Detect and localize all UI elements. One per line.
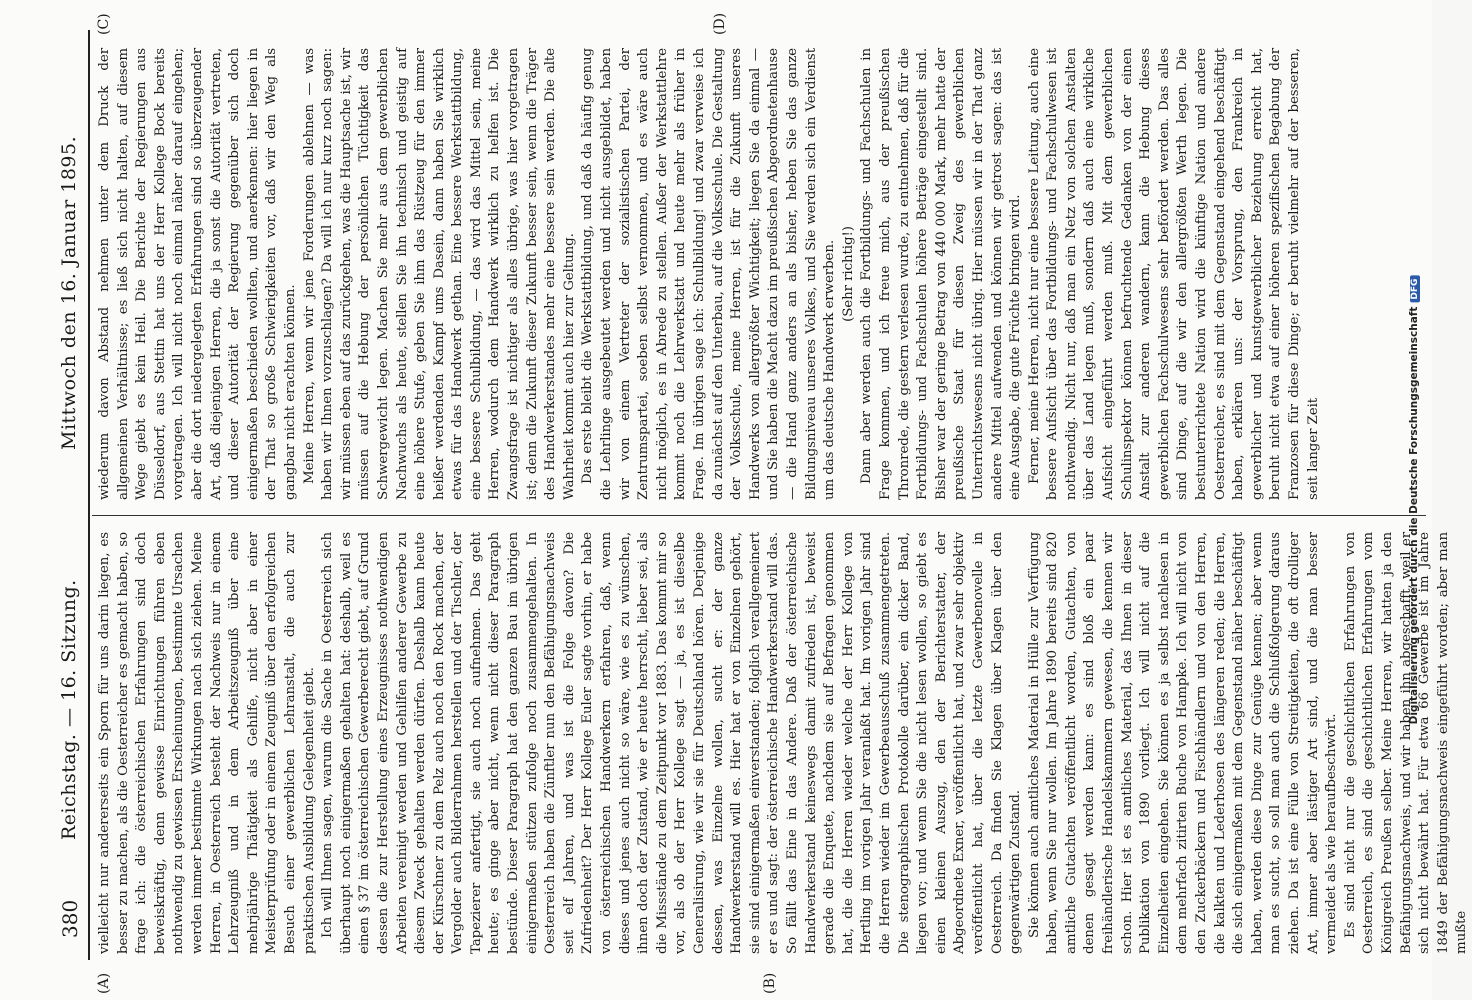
margin-marker-b: (B) [762, 972, 778, 994]
text-column-left [96, 532, 1470, 954]
paragraph: vielleicht nur andererseits ein Sporn für uns darin liegen, es besser zu machen, als die Oesterreicher es gemacht haben, so frage ich: die österreichischen Erfahrungen sind doch beweiskräftig, denn gewisse Einrichtungen führen eben nothwendig zu gewissen Erscheinungen, bestimmte Ursachen werden immer bestimmte Wirkungen nach sich ziehen. Meine Herren, in Oesterreich besteht der Nachweis nur in einem Lehrzeugniß und in dem Arbeitszeugniß über eine mehrjährige Thätigkeit als Gehilfe, nicht aber in einer Meisterprüfung oder in einem Zeugniß über den erfolgreichen Besuch einer gewerblichen Lehranstalt, die auch zur praktischen Ausbildung Gelegenheit giebt. [97, 532, 317, 954]
paragraph: Dann aber werden auch die Fortbildungs- und Fachschulen in Frage kommen, und ich freue mich, aus der preußischen Thronrede, die gestern verlesen wurde, zu entnehmen, daß für die Fortbildungs- und Fachschulen höhere Beträge eingestellt sind. Bisher war der geringe Betrag von 440 000 Mark, mehr hatte der preußische Staat für diesen Zweig des gewerblichen Unterrichtswesens nicht übrig. Hier müssen wir in der That ganz andere Mittel aufwenden und können wir getrost sagen: das ist eine Ausgabe, die gute Früchte bringen wird. [859, 48, 1024, 500]
paragraph: Meine Herren, wenn wir jene Forderungen ablehnen — was haben wir Ihnen vorzuschlagen? Da will ich nur kurz noch sagen: wir müssen eben auf das zurückgehen, was die Hauptsache ist, wir müssen auf die Hebung der persönlichen Tüchtigkeit das Schwergewicht legen. Machen Sie mehr aus dem gewerblichen Nachwuchs als heute, stellen Sie ihn technisch und geistig auf eine höhere Stufe, geben Sie ihm das Rüstzeug für den immer heißer werdenden Kampf ums Dasein, dann haben Sie wirklich etwas für das Handwerk gethan. Eine bessere Werkstattbildung, eine bessere Schulbildung, — das wird das Mittel sein, meine Herren, wodurch dem Handwerk wirklich zu helfen ist. Die Zwangsfrage ist nichtiger als alles übrige, was hier vorgetragen ist; denn die Zukunft dieser Zukunft besser sein, wenn die Träger des Handwerkerstandes mehr eine bessere sein werden. Die alte Wahrheit kommt auch hier zur Geltung. [301, 48, 577, 500]
running-header [58, 60, 88, 960]
paragraph: Ich will Ihnen sagen, warum die Sache in Oesterreich sich überhaupt noch einigermaßen gehalten hat: deshalb, weil es einen § 37 im österreichischen Gewerberecht giebt, auf Grund dessen die zur Herstellung eines Erzeugnisses nothwendigen Arbeiten vereinigt werden und Gehilfen anderer Gewerbe zu diesem Zweck gehalten werden dürfen. Deshalb kann heute der Kürschner zu dem Pelz auch noch den Rock machen, der Vergolder auch Bilderrahmen herstellen und der Tischler, der Tapezierer anfertigt, sie auch noch aufnehmen. Das geht heute; es ginge aber nicht, wenn nicht dieser Paragraph bestünde. Dieser Paragraph hat den ganzen Bau im übrigen einigermaßen stützen zufolge noch zusammengehalten. In Oesterreich haben die Zünftler nun den Befähigungsnachweis seit elf Jahren, und was ist die Folge davon? Die Zufriedenheit? Der Herr Kollege Euler sagte vorhin, er habe von österreichischen Handwerkern erfahren, daß, wenn dieses und jenes auch nicht so wäre, wie es zu wünschen, ihnen doch der Zustand, wie er heute herrscht, lieber sei, als die Missstände zu dem Zeitpunkt vor 1883. Das kommt mir so vor, als ob der Herr Kollege sagt — ja, es ist dieselbe Generalisirung, wie wir sie für Deutschland hören. Derjenige dessen, was Einzelne wollen, sucht er: der ganze Handwerkerstand will es. Hier hat er von Einzelnen gehört, sie sind einigermaßen einverstanden; folglich verallgemeinert er es und sagt: der österreichische Handwerkerstand will das. So fällt das Eine in das Andere. Daß der österreichische Handwerkerstand keineswegs damit zufrieden ist, beweist gerade die Enquete, nachdem sie auf Befragen genommen hat, die die Herren wieder welche der Herr Kollege von Hertling im vorigen Jahr veranlaßt hat. Im vorigen Jahr sind die Herren wieder im Gewerbeausschuß zusammengetreten. Die stenographischen Protokolle darüber, ein dicker Band, liegen vor; und wenn Sie die nicht lesen wollen, so giebt es einen kleinen Auszug, den der Berichterstatter, der Abgeordnete Exner, veröffentlicht hat, und zwar sehr objektiv veröffentlicht hat, über die letzte Gewerbenovelle in Oesterreich. Da finden Sie Klagen über Klagen über den gegenwärtigen Zustand. [320, 532, 1024, 954]
paragraph: (Sehr richtig!) [840, 226, 856, 322]
page-number: 380 [58, 899, 82, 938]
digitization-note: Digitalisierung gefördert durch die Deutsche Forschungsgemeinschaft [1408, 306, 1420, 725]
text-column-right [96, 48, 1424, 500]
column-divider [92, 515, 1426, 516]
left-running-head: Reichstag. — 16. Sitzung. [58, 579, 80, 840]
header-rule [88, 30, 90, 960]
dfg-logo: DFG [1410, 276, 1420, 303]
paragraph: Es sind nicht nur die geschichtlichen Erfahrungen von Oesterreich, es sind die geschichtlichen Erfahrungen vom Königreich Preußen selber. Meine Herren, wir hatten ja den Befähigungsnachweis, und wir haben ihn abgeschafft, weil er sich nicht bewährt hat. Für etwa 66 Gewerbe ist im Jahre 1849 der Befähigungsnachweis eingeführt worden; aber man mußte [1342, 532, 1470, 954]
paragraph: Sie können auch amtliches Material in Hülle zur Verfügung haben, wenn Sie nur wollen. Im Jahre 1890 bereits sind 820 amtliche Gutachten veröffentlicht worden, Gutachten, von denen gesagt werden kann: es sind bloß ein paar freihändlerische Handelskammern gewesen, die kennen wir schon. Hier ist es amtliches Material, das Ihnen in dieser Publikation von 1890 vorliegt. Ich will nicht auf die Einzelheiten eingehen. Sie können es ja selbst nachlesen in dem mehrfach zitirten Buche von Hampke. Ich will nicht von den Zuckerbäckern und Fischhändlern und von den Herren, die kalkten und Lederhosen des längeren reden; die Herren, die sich einigermaßen mit dem Gegenstand näher beschäftigt haben, werden diese Dinge zur Genüge kennen; aber wenn man es sucht, so soll man auch die Schlußfolgerung daraus ziehen. Da ist eine Fülle von Streitigkeiten, die oft drolliger Art, immer aber lästiger Art sind, und die man besser vermeidet als wie heraufbeschwört. [1026, 532, 1340, 954]
margin-marker-a: (A) [96, 972, 112, 994]
margin-marker-c: (C) [96, 13, 112, 35]
paragraph: Ferner, meine Herren, nicht nur eine bessere Leitung, auch eine bessere Aufsicht über das Fortbildungs- und Fachschulwesen ist nothwendig. Nicht nur, daß man ein Netz von solchen Anstalten über das Land legen muß, sondern daß auch eine wirkliche Aufsicht eingeführt werden muß. Mit dem gewerblichen Schulinspektor können befruchtende Gedanken von der einen Anstalt zur anderen wandern, kann die Hebung dieses gewerblichen Fachschulwesens sehr befördert werden. Das alles sind Dinge, auf die wir den allergrößten Werth legen. Die bestunterrichtete Nation wird die künftige Nation und andere Oesterreicher, es sind mit dem Gegenstand eingehend beschäftigt haben, erklären uns: der Vorsprung, den Frankreich in gewerblicher und kunstgewerblicher Beziehung erreicht hat, beruht nicht etwa auf einer höheren spezifischen Begabung der Franzosen für diese Dinge; er beruht vielmehr auf der besseren, seit langer Zeit [1026, 48, 1321, 500]
digitization-credit [1400, 2, 1428, 998]
paragraph: wiederum davon Abstand nehmen unter dem Druck der allgemeinen Verhältnisse; es ließ sich nicht halten, auf diesem Wege giebt es kein Heil. Die Berichte der Regierungen aus Düsseldorf, aus Stettin hat uns der Herr Kollege Bock bereits vorgetragen. Ich will nicht noch einmal näher darauf eingehen; aber die dort niedergelegten Erfahrungen sind so überzeugender Art, daß diejenigen Herren, die ja sonst die Autorität vertreten, und dieser Autorität der Regierung gegenüber sich doch einigermaßen beschieden wollten, und anerkennen: hier liegen in der That so große Schwierigkeiten vor, daß wir den Weg als gangbar nicht erachten können. [97, 48, 298, 500]
paragraph: Das erste bleibt die Werkstattbildung, und daß da häufig genug die Lehrlinge ausgebeutet werden und nicht ausgebildet, haben wir von einem Vertreter der sozialistischen Partei, der Zentrumspartei, soeben selbst vernommen, und es wäre auch nicht möglich, es in Abrede zu stellen. Außer der Werkstattlehre kommt noch die Lehrwerkstatt und heute mehr als früher in Frage. Im übrigen sage ich: Schulbildung! und zwar verweise ich da zunächst auf den Unterbau, auf die Volksschule. Die Gestaltung der Volksschule, meine Herren, ist für die Zukunft unseres Handwerks von allergrößter Wichtigkeit; liegen Sie da einmal — und Sie haben die Macht dazu im preußischen Abgeordnetenhause — die Hand ganz anders an als bisher, heben Sie das ganze Bildungsniveau unseres Volkes, und Sie werden sich ein Verdienst um das deutsche Handwerk erwerben. [580, 48, 838, 500]
right-running-head: Mittwoch den 16. Januar 1895. [58, 135, 80, 450]
margin-marker-d: (D) [712, 12, 728, 35]
